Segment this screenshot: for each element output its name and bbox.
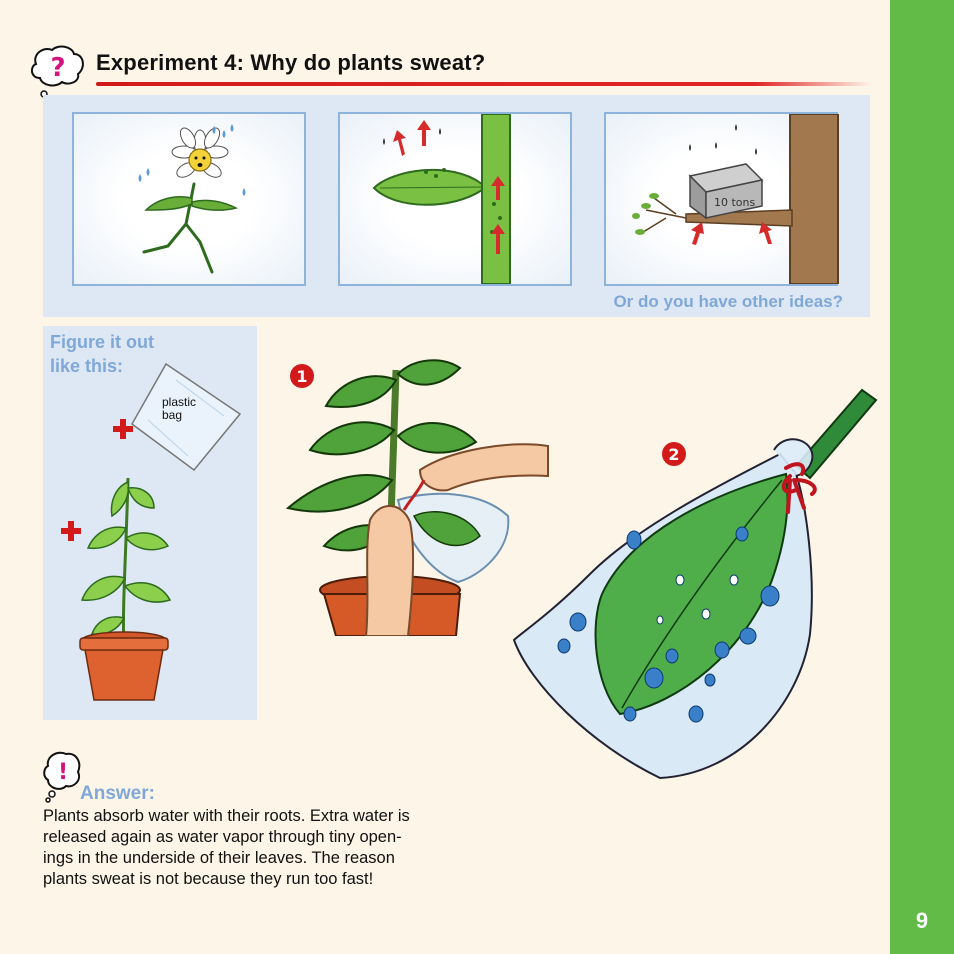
svg-text:?: ? bbox=[50, 53, 66, 83]
svg-text:!: ! bbox=[57, 760, 69, 785]
step-1-number: 1 bbox=[296, 367, 308, 386]
idea-frame-heavy-box bbox=[604, 112, 838, 286]
title-underline bbox=[96, 82, 872, 86]
answer-line: ings in the underside of their leaves. The reason bbox=[43, 849, 395, 867]
answer-line: released again as water vapor through tiny open- bbox=[43, 828, 402, 846]
bag-label-line: bag bbox=[162, 408, 183, 422]
page-number: 9 bbox=[915, 908, 929, 933]
other-ideas-prompt: Or do you have other ideas? bbox=[613, 292, 843, 311]
figure-label-line: Figure it out bbox=[50, 332, 154, 352]
figure-label-line: like this: bbox=[50, 356, 124, 376]
answer-line: plants sweat is not because they run too fast! bbox=[43, 870, 374, 888]
answer-heading: Answer: bbox=[80, 783, 155, 804]
potted-plant-illustration bbox=[74, 468, 174, 708]
page-side-strip bbox=[890, 0, 954, 954]
stem-leaf-illustration bbox=[340, 114, 570, 284]
plastic-bag-label bbox=[162, 396, 222, 422]
idea-frame-stem-leaf bbox=[338, 112, 572, 286]
page-title: Experiment 4: Why do plants sweat? bbox=[96, 50, 486, 75]
running-flower-illustration bbox=[74, 114, 304, 284]
answer-body bbox=[43, 806, 473, 890]
step-2-number: 2 bbox=[668, 445, 680, 464]
heavy-box-illustration bbox=[606, 114, 840, 284]
sweating-leaf-bag-illustration bbox=[510, 384, 878, 784]
answer-line: Plants absorb water with their roots. Extra water is bbox=[43, 807, 410, 825]
bag-label-line: plastic bbox=[162, 395, 197, 409]
exclamation-bubble-icon bbox=[42, 750, 82, 804]
plus-icon bbox=[112, 418, 134, 440]
idea-frame-running-flower bbox=[72, 112, 306, 286]
box-label: 10 tons bbox=[714, 196, 756, 209]
